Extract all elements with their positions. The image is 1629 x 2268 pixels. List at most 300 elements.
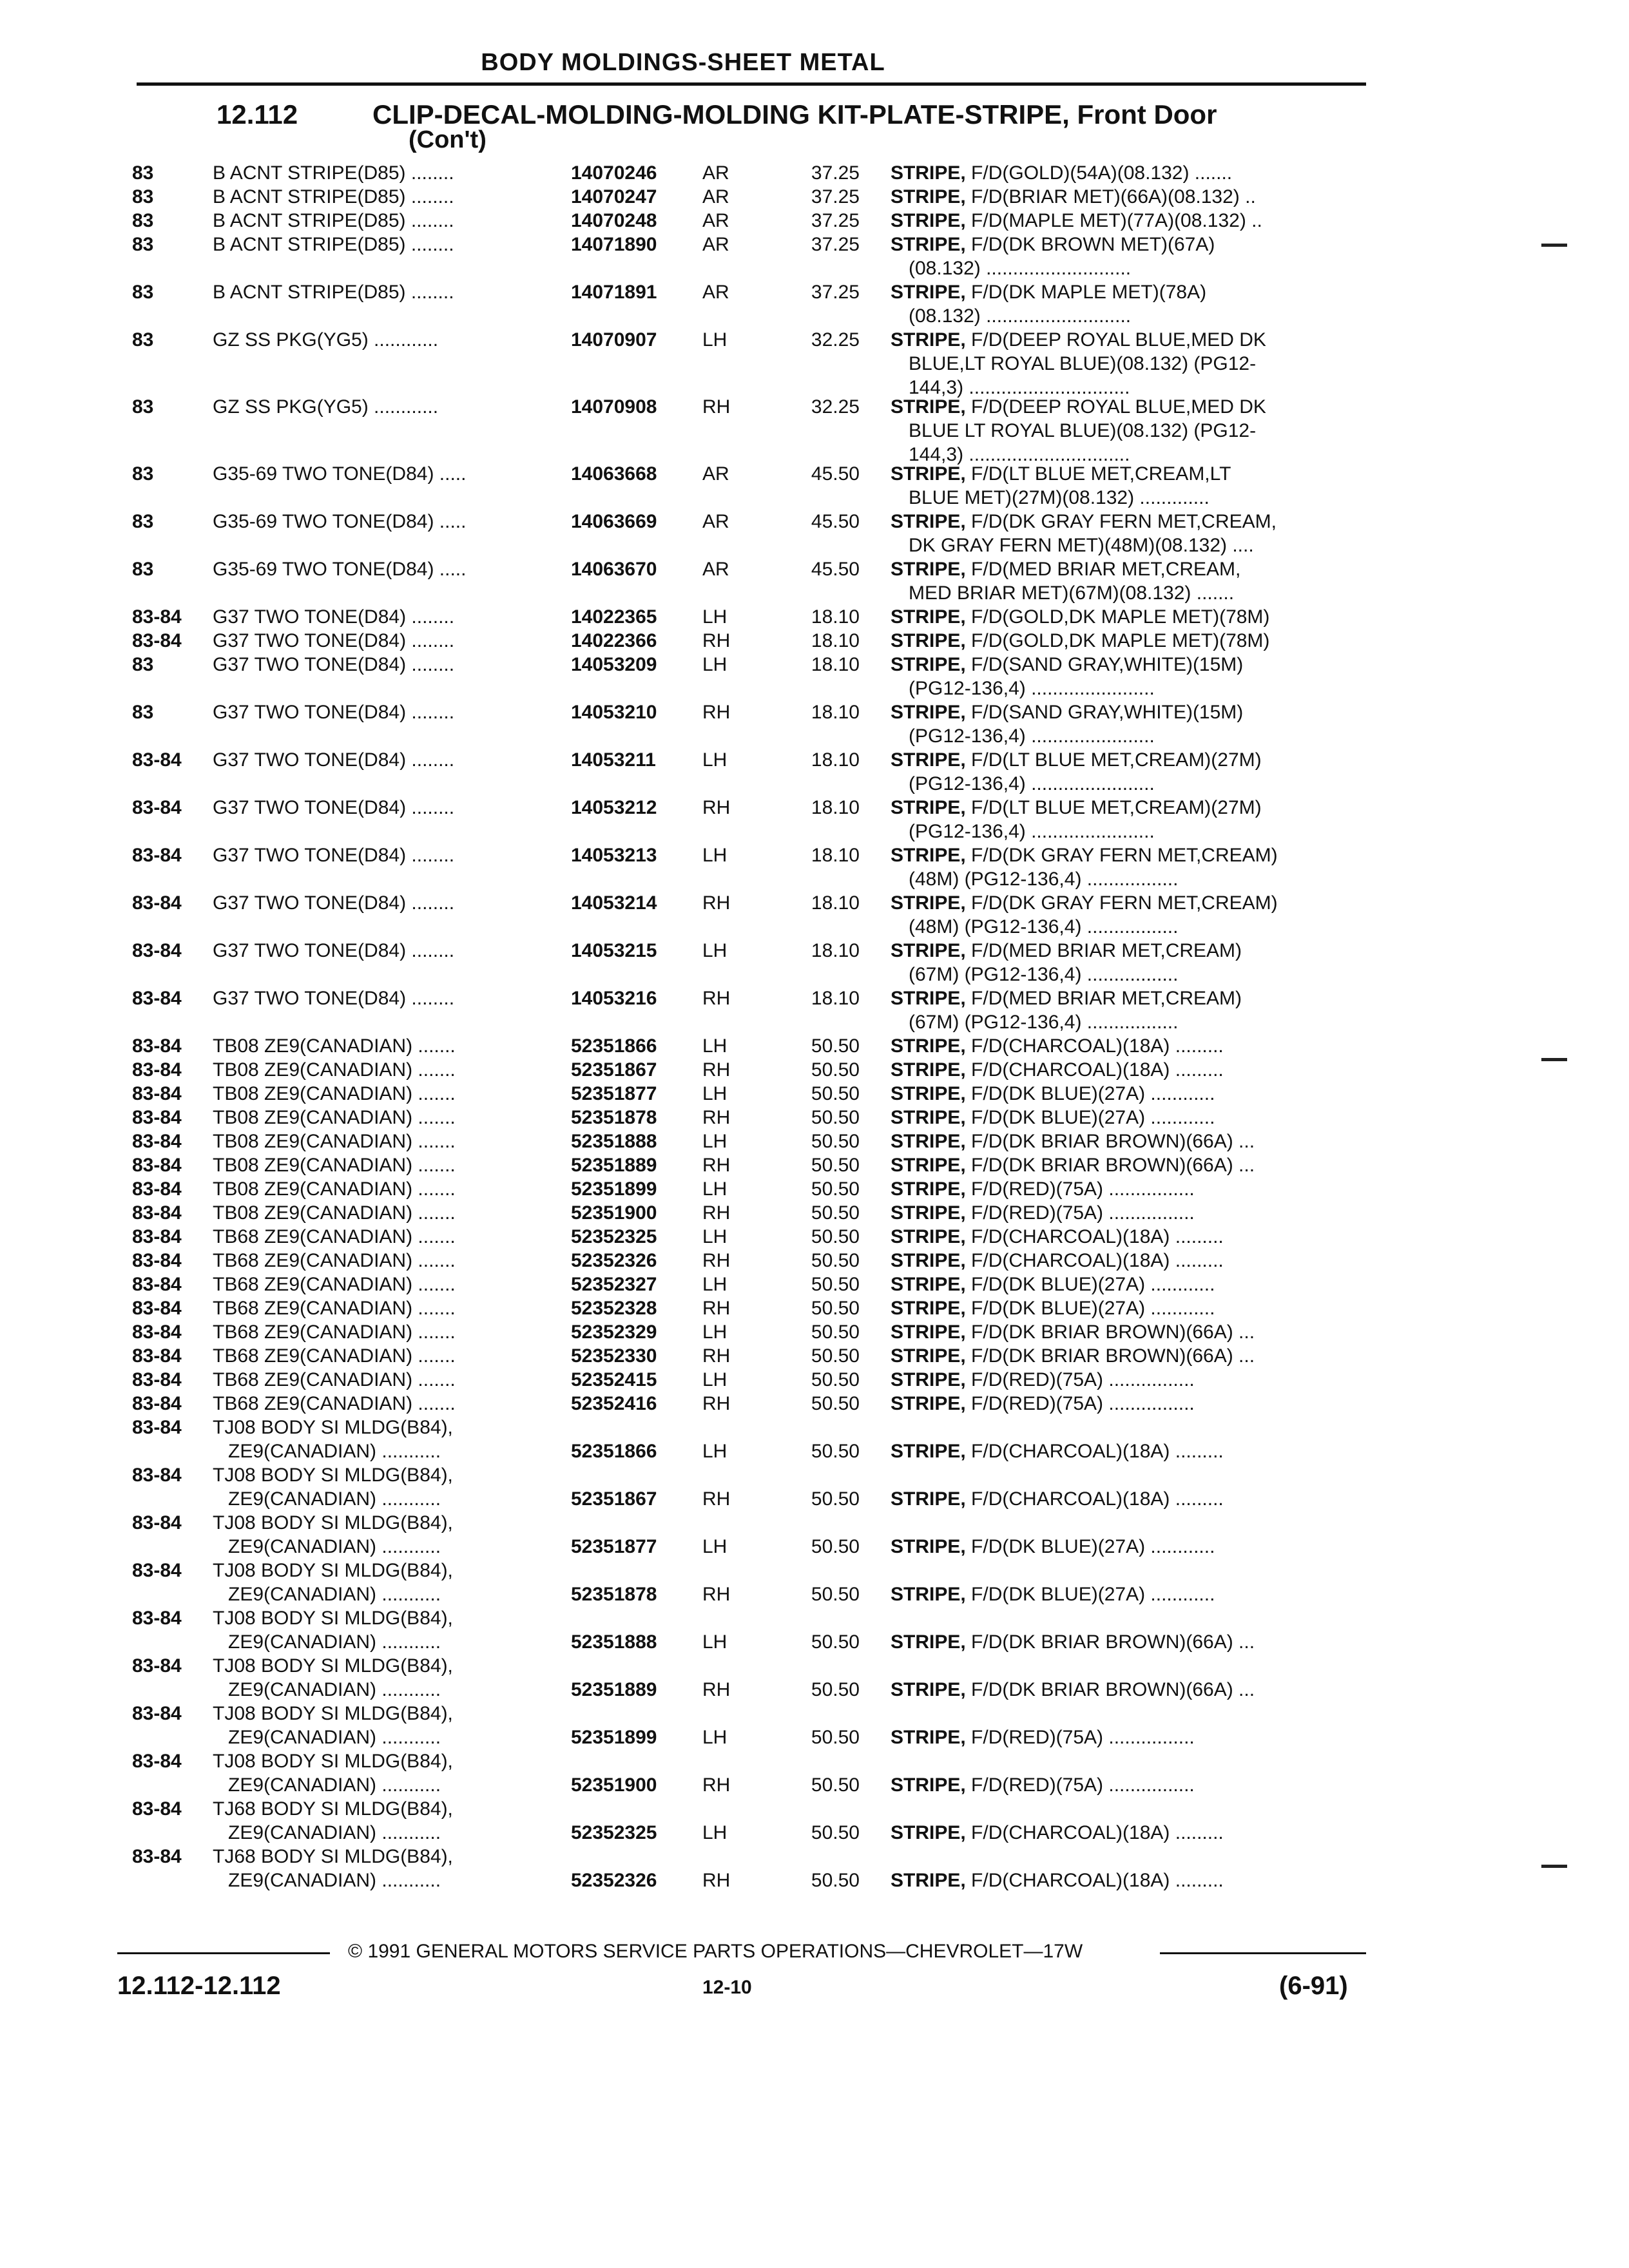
part-note xyxy=(891,510,1361,533)
model-year: 83-84 xyxy=(132,1178,182,1200)
part-side: LH xyxy=(702,1631,728,1653)
part-number: 14071891 xyxy=(571,282,657,303)
part-note-cont: (67M) (PG12-136,4) ................. xyxy=(909,964,1179,985)
part-price: 50.50 xyxy=(811,1393,860,1414)
part-price: 50.50 xyxy=(811,1107,860,1128)
page-title: BODY MOLDINGS-SHEET METAL xyxy=(481,49,885,76)
part-price: 50.50 xyxy=(811,1202,860,1224)
part-price: 18.10 xyxy=(811,654,860,675)
part-note-keyword: STRIPE, xyxy=(891,1298,966,1319)
part-side: AR xyxy=(702,511,729,532)
part-number: 52351867 xyxy=(571,1488,657,1510)
part-note-keyword: STRIPE, xyxy=(891,1631,966,1653)
part-side: RH xyxy=(702,1679,731,1700)
part-note-cont: 144,3) .............................. xyxy=(909,377,1130,398)
part-note xyxy=(891,1869,1361,1892)
part-price: 50.50 xyxy=(811,1083,860,1104)
margin-mark xyxy=(1541,1865,1567,1868)
part-note-keyword: STRIPE, xyxy=(891,1107,966,1128)
part-note-text: F/D(RED)(75A) ................ xyxy=(965,1393,1195,1414)
model-year: 83 xyxy=(132,702,154,723)
part-note-keyword: STRIPE, xyxy=(891,1679,966,1700)
part-description: TB68 ZE9(CANADIAN) ....... xyxy=(213,1226,456,1247)
model-year: 83-84 xyxy=(132,1703,182,1724)
part-note xyxy=(891,1582,1361,1606)
part-note xyxy=(891,891,1361,915)
part-price: 50.50 xyxy=(811,1321,860,1343)
part-side: RH xyxy=(702,797,731,818)
part-side: RH xyxy=(702,1155,731,1176)
part-note-keyword: STRIPE, xyxy=(891,1274,966,1295)
part-number: 52352415 xyxy=(571,1369,657,1390)
model-year: 83-84 xyxy=(132,1751,182,1772)
footer-rule-right xyxy=(1160,1952,1366,1954)
part-side: LH xyxy=(702,654,728,675)
part-price: 50.50 xyxy=(811,1822,860,1843)
part-note-text: F/D(DEEP ROYAL BLUE,MED DK xyxy=(965,329,1266,351)
part-description: TJ08 BODY SI MLDG(B84), xyxy=(213,1465,453,1486)
margin-mark xyxy=(1541,1058,1567,1061)
part-note-keyword: STRIPE, xyxy=(891,1536,966,1557)
part-price: 50.50 xyxy=(811,1631,860,1653)
part-side: RH xyxy=(702,396,731,418)
model-year: 83-84 xyxy=(132,1107,182,1128)
part-number: 14070246 xyxy=(571,162,657,184)
part-number: 14063670 xyxy=(571,559,657,580)
part-price: 18.10 xyxy=(811,606,860,628)
part-side: LH xyxy=(702,1035,728,1057)
part-note xyxy=(891,1773,1361,1797)
part-number: 14053212 xyxy=(571,797,657,818)
part-description: G37 TWO TONE(D84) ........ xyxy=(213,892,455,914)
part-note-keyword: STRIPE, xyxy=(891,1441,966,1462)
model-year: 83-84 xyxy=(132,1059,182,1081)
part-side: AR xyxy=(702,162,729,184)
part-price: 50.50 xyxy=(811,1155,860,1176)
part-side: LH xyxy=(702,1226,728,1247)
part-price: 50.50 xyxy=(811,1131,860,1152)
part-note-keyword: STRIPE, xyxy=(891,749,966,771)
part-note-text: F/D(CHARCOAL)(18A) ......... xyxy=(965,1488,1224,1510)
part-description: TB68 ZE9(CANADIAN) ....... xyxy=(213,1369,456,1390)
model-year: 83 xyxy=(132,234,154,255)
part-description: TB08 ZE9(CANADIAN) ....... xyxy=(213,1083,456,1104)
part-number: 52351889 xyxy=(571,1679,657,1700)
part-price: 50.50 xyxy=(811,1727,860,1748)
section-number: 12.112 xyxy=(217,99,298,130)
part-note xyxy=(891,1344,1361,1368)
part-price: 32.25 xyxy=(811,329,860,351)
part-note-text: F/D(RED)(75A) ................ xyxy=(965,1369,1195,1390)
model-year: 83-84 xyxy=(132,1417,182,1438)
part-description: TJ08 BODY SI MLDG(B84), xyxy=(213,1655,453,1677)
part-note xyxy=(891,1296,1361,1320)
part-note-keyword: STRIPE, xyxy=(891,463,966,485)
model-year: 83-84 xyxy=(132,940,182,961)
part-note-text: F/D(MED BRIAR MET,CREAM) xyxy=(965,988,1242,1009)
part-note-text: F/D(DK BROWN MET)(67A) xyxy=(965,234,1215,255)
part-note-text: F/D(DK BRIAR BROWN)(66A) ... xyxy=(965,1631,1255,1653)
model-year: 83 xyxy=(132,162,154,184)
part-description-cont: ZE9(CANADIAN) ........... xyxy=(228,1631,441,1653)
part-note-text: F/D(SAND GRAY,WHITE)(15M) xyxy=(965,654,1244,675)
part-description: TB08 ZE9(CANADIAN) ....... xyxy=(213,1178,456,1200)
part-note xyxy=(891,986,1361,1010)
part-note-text: F/D(CHARCOAL)(18A) ......... xyxy=(965,1059,1224,1081)
model-year: 83-84 xyxy=(132,1608,182,1629)
part-note xyxy=(891,605,1361,629)
part-note xyxy=(891,1225,1361,1249)
part-number: 52351866 xyxy=(571,1035,657,1057)
part-side: LH xyxy=(702,1178,728,1200)
model-year: 83 xyxy=(132,186,154,207)
part-note-keyword: STRIPE, xyxy=(891,606,966,628)
header-rule xyxy=(137,82,1366,86)
part-note-cont: (48M) (PG12-136,4) ................. xyxy=(909,916,1179,937)
model-year: 83-84 xyxy=(132,988,182,1009)
part-price: 18.10 xyxy=(811,892,860,914)
part-description: TB68 ZE9(CANADIAN) ....... xyxy=(213,1274,456,1295)
model-year: 83-84 xyxy=(132,1321,182,1343)
part-note-keyword: STRIPE, xyxy=(891,845,966,866)
part-description: TJ08 BODY SI MLDG(B84), xyxy=(213,1703,453,1724)
part-note-keyword: STRIPE, xyxy=(891,797,966,818)
model-year: 83-84 xyxy=(132,797,182,818)
model-year: 83 xyxy=(132,329,154,351)
part-description: G35-69 TWO TONE(D84) ..... xyxy=(213,463,467,485)
part-note xyxy=(891,1821,1361,1845)
part-note-text: F/D(CHARCOAL)(18A) ......... xyxy=(965,1441,1224,1462)
part-note-text: F/D(RED)(75A) ................ xyxy=(965,1774,1195,1796)
part-note-text: F/D(DK BRIAR BROWN)(66A) ... xyxy=(965,1345,1255,1367)
part-price: 18.10 xyxy=(811,702,860,723)
section-title: CLIP-DECAL-MOLDING-MOLDING KIT-PLATE-STRIPE, Front Door xyxy=(372,99,1217,130)
model-year: 83 xyxy=(132,559,154,580)
part-note-text: F/D(DK BLUE)(27A) ............ xyxy=(965,1584,1215,1605)
part-price: 37.25 xyxy=(811,210,860,231)
part-note xyxy=(891,280,1361,304)
model-year: 83-84 xyxy=(132,1226,182,1247)
part-note-keyword: STRIPE, xyxy=(891,1870,966,1891)
part-description-cont: ZE9(CANADIAN) ........... xyxy=(228,1822,441,1843)
part-note-text: F/D(DK BLUE)(27A) ............ xyxy=(965,1107,1215,1128)
part-note xyxy=(891,185,1361,209)
part-number: 14053213 xyxy=(571,845,657,866)
part-number: 52351900 xyxy=(571,1202,657,1224)
part-description: TB68 ZE9(CANADIAN) ....... xyxy=(213,1250,456,1271)
part-price: 37.25 xyxy=(811,234,860,255)
part-note-cont: (PG12-136,4) ....................... xyxy=(909,821,1155,842)
part-note-text: F/D(DK GRAY FERN MET,CREAM) xyxy=(965,845,1278,866)
model-year: 83-84 xyxy=(132,1798,182,1820)
part-price: 50.50 xyxy=(811,1774,860,1796)
part-note-text: F/D(DK GRAY FERN MET,CREAM, xyxy=(965,511,1277,532)
part-number: 14063668 xyxy=(571,463,657,485)
part-note xyxy=(891,629,1361,653)
model-year: 83 xyxy=(132,654,154,675)
part-description: B ACNT STRIPE(D85) ........ xyxy=(213,210,454,231)
part-price: 50.50 xyxy=(811,1345,860,1367)
part-number: 14070248 xyxy=(571,210,657,231)
part-number: 14053209 xyxy=(571,654,657,675)
model-year: 83-84 xyxy=(132,1465,182,1486)
part-side: RH xyxy=(702,1250,731,1271)
part-side: LH xyxy=(702,1441,728,1462)
part-note-keyword: STRIPE, xyxy=(891,1155,966,1176)
part-side: AR xyxy=(702,559,729,580)
part-note-keyword: STRIPE, xyxy=(891,1035,966,1057)
part-number: 14053211 xyxy=(571,749,656,771)
part-description: G37 TWO TONE(D84) ........ xyxy=(213,702,455,723)
part-price: 18.10 xyxy=(811,845,860,866)
part-note-text: F/D(DEEP ROYAL BLUE,MED DK xyxy=(965,396,1266,418)
part-note-text: F/D(LT BLUE MET,CREAM)(27M) xyxy=(965,749,1262,771)
part-note-text: F/D(GOLD,DK MAPLE MET)(78M) xyxy=(965,606,1270,628)
part-note xyxy=(891,1535,1361,1559)
model-year: 83-84 xyxy=(132,845,182,866)
part-side: AR xyxy=(702,282,729,303)
part-note-cont: (PG12-136,4) ....................... xyxy=(909,678,1155,699)
part-number: 52352325 xyxy=(571,1226,657,1247)
part-price: 32.25 xyxy=(811,396,860,418)
part-description: G37 TWO TONE(D84) ........ xyxy=(213,654,455,675)
part-number: 52352327 xyxy=(571,1274,657,1295)
part-number: 14053210 xyxy=(571,702,657,723)
part-note-keyword: STRIPE, xyxy=(891,654,966,675)
part-note-keyword: STRIPE, xyxy=(891,282,966,303)
part-price: 50.50 xyxy=(811,1226,860,1247)
part-note-cont: (PG12-136,4) ....................... xyxy=(909,726,1155,747)
part-note-text: F/D(DK BLUE)(27A) ............ xyxy=(965,1274,1215,1295)
part-description: TB08 ZE9(CANADIAN) ....... xyxy=(213,1035,456,1057)
part-note xyxy=(891,328,1361,352)
part-note-text: F/D(DK BLUE)(27A) ............ xyxy=(965,1536,1215,1557)
model-year: 83-84 xyxy=(132,1131,182,1152)
part-note-keyword: STRIPE, xyxy=(891,892,966,914)
footer-date: (6-91) xyxy=(1279,1972,1348,2000)
part-note-text: F/D(MAPLE MET)(77A)(08.132) .. xyxy=(965,210,1262,231)
part-description-cont: ZE9(CANADIAN) ........... xyxy=(228,1727,441,1748)
part-note-text: F/D(DK BRIAR BROWN)(66A) ... xyxy=(965,1155,1255,1176)
part-note-keyword: STRIPE, xyxy=(891,1822,966,1843)
part-number: 14063669 xyxy=(571,511,657,532)
model-year: 83-84 xyxy=(132,1846,182,1867)
part-note xyxy=(891,1082,1361,1106)
part-price: 37.25 xyxy=(811,282,860,303)
part-price: 50.50 xyxy=(811,1679,860,1700)
part-side: RH xyxy=(702,988,731,1009)
part-description: G37 TWO TONE(D84) ........ xyxy=(213,606,455,628)
part-note xyxy=(891,843,1361,867)
part-note-keyword: STRIPE, xyxy=(891,630,966,651)
part-note xyxy=(891,209,1361,233)
margin-mark xyxy=(1541,244,1567,247)
part-number: 14070908 xyxy=(571,396,657,418)
part-side: RH xyxy=(702,1870,731,1891)
part-note-cont: MED BRIAR MET)(67M)(08.132) ....... xyxy=(909,582,1235,604)
part-note xyxy=(891,1106,1361,1129)
model-year: 83 xyxy=(132,210,154,231)
part-price: 45.50 xyxy=(811,511,860,532)
part-description: G37 TWO TONE(D84) ........ xyxy=(213,940,455,961)
part-note-keyword: STRIPE, xyxy=(891,559,966,580)
part-side: LH xyxy=(702,606,728,628)
part-price: 18.10 xyxy=(811,988,860,1009)
part-note-text: F/D(DK BLUE)(27A) ............ xyxy=(965,1083,1215,1104)
part-price: 50.50 xyxy=(811,1488,860,1510)
part-price: 50.50 xyxy=(811,1250,860,1271)
part-description-cont: ZE9(CANADIAN) ........... xyxy=(228,1679,441,1700)
model-year: 83-84 xyxy=(132,1560,182,1581)
part-note-text: F/D(CHARCOAL)(18A) ......... xyxy=(965,1870,1224,1891)
part-number: 52351889 xyxy=(571,1155,657,1176)
part-note-keyword: STRIPE, xyxy=(891,1727,966,1748)
part-price: 50.50 xyxy=(811,1369,860,1390)
part-note xyxy=(891,796,1361,820)
part-note-cont: DK GRAY FERN MET)(48M)(08.132) .... xyxy=(909,535,1254,556)
part-side: AR xyxy=(702,210,729,231)
model-year: 83-84 xyxy=(132,1274,182,1295)
part-note-cont: (08.132) ........................... xyxy=(909,305,1132,327)
part-note xyxy=(891,939,1361,963)
part-note-keyword: STRIPE, xyxy=(891,1131,966,1152)
part-description: TB68 ZE9(CANADIAN) ....... xyxy=(213,1298,456,1319)
part-note xyxy=(891,1630,1361,1654)
footer-rule-left xyxy=(117,1952,330,1954)
part-number: 52352325 xyxy=(571,1822,657,1843)
part-side: LH xyxy=(702,329,728,351)
part-price: 18.10 xyxy=(811,797,860,818)
section-continued: (Con't) xyxy=(409,126,487,153)
part-side: RH xyxy=(702,1107,731,1128)
part-number: 52351888 xyxy=(571,1631,657,1653)
part-number: 52352330 xyxy=(571,1345,657,1367)
part-note-text: F/D(MED BRIAR MET,CREAM) xyxy=(965,940,1242,961)
part-description: TB68 ZE9(CANADIAN) ....... xyxy=(213,1321,456,1343)
part-note-keyword: STRIPE, xyxy=(891,1059,966,1081)
part-description-cont: ZE9(CANADIAN) ........... xyxy=(228,1441,441,1462)
model-year: 83-84 xyxy=(132,1083,182,1104)
part-note-text: F/D(RED)(75A) ................ xyxy=(965,1178,1195,1200)
part-description-cont: ZE9(CANADIAN) ........... xyxy=(228,1870,441,1891)
part-note-text: F/D(CHARCOAL)(18A) ......... xyxy=(965,1226,1224,1247)
model-year: 83 xyxy=(132,463,154,485)
part-description: TJ68 BODY SI MLDG(B84), xyxy=(213,1798,453,1820)
part-side: LH xyxy=(702,1536,728,1557)
part-side: LH xyxy=(702,749,728,771)
part-side: LH xyxy=(702,1274,728,1295)
part-side: AR xyxy=(702,186,729,207)
part-note xyxy=(891,1273,1361,1296)
part-description: G35-69 TWO TONE(D84) ..... xyxy=(213,559,467,580)
part-note-keyword: STRIPE, xyxy=(891,1178,966,1200)
part-note-text: F/D(DK BRIAR BROWN)(66A) ... xyxy=(965,1679,1255,1700)
part-note-text: F/D(CHARCOAL)(18A) ......... xyxy=(965,1250,1224,1271)
part-note xyxy=(891,1153,1361,1177)
part-description: TJ68 BODY SI MLDG(B84), xyxy=(213,1846,453,1867)
part-price: 50.50 xyxy=(811,1536,860,1557)
part-number: 52352329 xyxy=(571,1321,657,1343)
part-price: 50.50 xyxy=(811,1298,860,1319)
part-description-cont: ZE9(CANADIAN) ........... xyxy=(228,1774,441,1796)
part-number: 52351900 xyxy=(571,1774,657,1796)
part-number: 14070247 xyxy=(571,186,657,207)
part-note-keyword: STRIPE, xyxy=(891,511,966,532)
part-number: 52351878 xyxy=(571,1107,657,1128)
model-year: 83-84 xyxy=(132,630,182,651)
part-side: LH xyxy=(702,845,728,866)
part-note xyxy=(891,1129,1361,1153)
model-year: 83-84 xyxy=(132,1512,182,1533)
model-year: 83-84 xyxy=(132,1393,182,1414)
part-side: RH xyxy=(702,1202,731,1224)
part-side: RH xyxy=(702,702,731,723)
part-side: LH xyxy=(702,1822,728,1843)
model-year: 83-84 xyxy=(132,1655,182,1677)
part-note xyxy=(891,748,1361,772)
part-note-text: F/D(CHARCOAL)(18A) ......... xyxy=(965,1822,1224,1843)
part-note-keyword: STRIPE, xyxy=(891,210,966,231)
part-number: 52351877 xyxy=(571,1083,657,1104)
part-side: LH xyxy=(702,1321,728,1343)
part-note-cont: BLUE LT ROYAL BLUE)(08.132) (PG12- xyxy=(909,420,1257,441)
part-description: TJ08 BODY SI MLDG(B84), xyxy=(213,1751,453,1772)
part-note-text: F/D(DK BRIAR BROWN)(66A) ... xyxy=(965,1321,1255,1343)
part-price: 50.50 xyxy=(811,1035,860,1057)
part-note-keyword: STRIPE, xyxy=(891,988,966,1009)
part-description: G37 TWO TONE(D84) ........ xyxy=(213,749,455,771)
part-number: 52351867 xyxy=(571,1059,657,1081)
part-description: B ACNT STRIPE(D85) ........ xyxy=(213,162,454,184)
part-side: AR xyxy=(702,234,729,255)
part-note-keyword: STRIPE, xyxy=(891,1083,966,1104)
model-year: 83-84 xyxy=(132,1035,182,1057)
part-description: TJ08 BODY SI MLDG(B84), xyxy=(213,1560,453,1581)
part-note-cont: (67M) (PG12-136,4) ................. xyxy=(909,1012,1179,1033)
part-note-text: F/D(CHARCOAL)(18A) ......... xyxy=(965,1035,1224,1057)
model-year: 83-84 xyxy=(132,1202,182,1224)
part-side: RH xyxy=(702,1774,731,1796)
part-note xyxy=(891,557,1361,581)
part-price: 50.50 xyxy=(811,1178,860,1200)
part-note-keyword: STRIPE, xyxy=(891,162,966,184)
part-note-keyword: STRIPE, xyxy=(891,1202,966,1224)
part-price: 45.50 xyxy=(811,463,860,485)
part-note-keyword: STRIPE, xyxy=(891,1345,966,1367)
part-note xyxy=(891,1725,1361,1749)
part-description: G37 TWO TONE(D84) ........ xyxy=(213,797,455,818)
model-year: 83 xyxy=(132,396,154,418)
part-price: 50.50 xyxy=(811,1584,860,1605)
part-description: G35-69 TWO TONE(D84) ..... xyxy=(213,511,467,532)
part-note xyxy=(891,1249,1361,1273)
part-note-cont: (08.132) ........................... xyxy=(909,258,1132,279)
part-note xyxy=(891,1201,1361,1225)
part-price: 18.10 xyxy=(811,630,860,651)
part-note-text: F/D(DK BLUE)(27A) ............ xyxy=(965,1298,1215,1319)
part-note xyxy=(891,462,1361,486)
part-description: B ACNT STRIPE(D85) ........ xyxy=(213,282,454,303)
part-note xyxy=(891,233,1361,256)
part-note xyxy=(891,1392,1361,1416)
part-note-text: F/D(RED)(75A) ................ xyxy=(965,1202,1195,1224)
part-note-text: F/D(LT BLUE MET,CREAM,LT xyxy=(965,463,1231,485)
part-note-text: F/D(DK BRIAR BROWN)(66A) ... xyxy=(965,1131,1255,1152)
part-note-keyword: STRIPE, xyxy=(891,1369,966,1390)
part-note-text: F/D(DK MAPLE MET)(78A) xyxy=(965,282,1207,303)
part-number: 52351899 xyxy=(571,1727,657,1748)
part-note xyxy=(891,700,1361,724)
